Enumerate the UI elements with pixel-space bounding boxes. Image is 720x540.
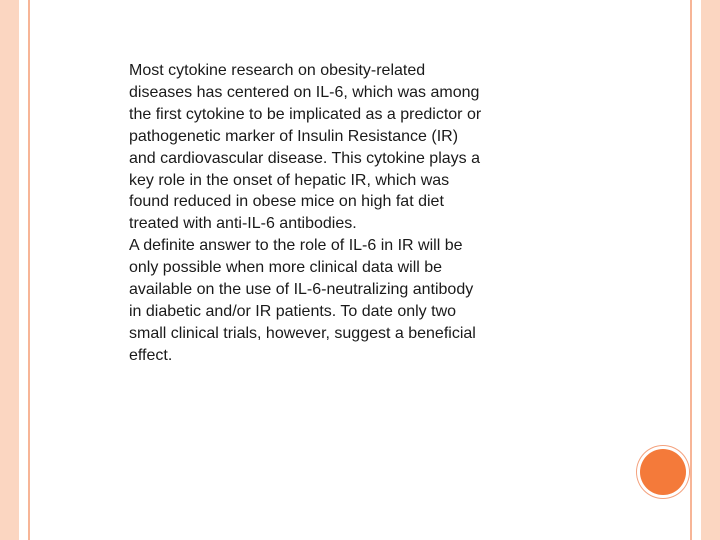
left-decorative-line [28,0,30,540]
text-line: pathogenetic marker of Insulin Resistance (IR) [129,127,459,145]
right-decorative-line [690,0,692,540]
orange-circle-decoration [640,449,686,495]
text-line: and cardiovascular disease. This cytokine plays a [129,149,480,167]
text-line: in diabetic and/or IR patients. To date only two [129,302,457,320]
text-line: Most cytokine research on obesity-related [129,62,426,79]
text-line: small clinical trials, however, suggest a beneficial [129,324,476,342]
paragraph-1 [129,60,549,235]
text-line: diseases has centered on IL-6, which was among [129,83,480,101]
left-decorative-band [0,0,19,540]
text-line: the first cytokine to be implicated as a predictor or [129,105,482,123]
text-line: A definite answer to the role of IL-6 in IR will be [129,237,463,255]
text-line: only possible when more clinical data will be [129,259,443,277]
paragraph-2 [129,235,549,366]
right-decorative-band [701,0,720,540]
text-line: found reduced in obese mice on high fat diet [129,193,444,211]
text-line: available on the use of IL-6-neutralizing antibody [129,281,474,299]
text-line: treated with anti-IL-6 antibodies. [129,215,357,233]
text-line: effect. [129,346,173,364]
text-line: key role in the onset of hepatic IR, which was [129,171,450,189]
slide-body-text [129,60,549,367]
